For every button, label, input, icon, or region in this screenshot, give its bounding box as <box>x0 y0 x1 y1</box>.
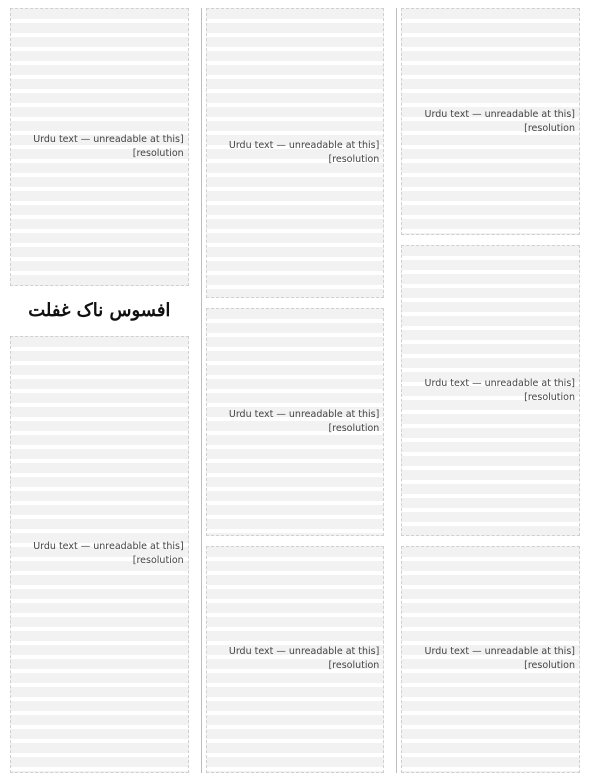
text-block: [Urdu text — unreadable at this resolution] <box>10 8 189 286</box>
text-block: [Urdu text — unreadable at this resolution] <box>206 546 385 773</box>
column-right <box>396 8 584 773</box>
text-columns <box>6 8 584 773</box>
text-block: [Urdu text — unreadable at this resolution] <box>401 546 580 773</box>
text-block: [Urdu text — unreadable at this resolution] <box>401 8 580 235</box>
column-middle <box>201 8 389 773</box>
text-block: [Urdu text — unreadable at this resolution] <box>10 336 189 773</box>
column-left <box>6 8 193 773</box>
section-heading: افسوس ناک غفلت <box>28 299 171 321</box>
text-block: [Urdu text — unreadable at this resolution] <box>206 308 385 535</box>
text-block: [Urdu text — unreadable at this resolution] <box>206 8 385 298</box>
text-block: [Urdu text — unreadable at this resolution] <box>401 245 580 535</box>
